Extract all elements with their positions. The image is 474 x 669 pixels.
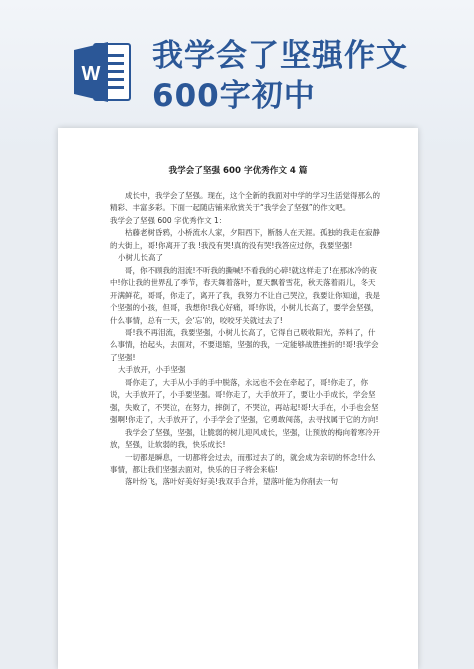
banner-title-line-1: 我学会了坚强作文: [152, 38, 408, 74]
paragraph: 成长中，我学会了坚强。现在，这个全新的我面对中学的学习生活觉得那么的精彩、丰富多彩。下面一起随店铺来欣赏关于“我学会了坚强”的作文吧。: [110, 191, 380, 213]
paragraph: 落叶纷飞，落叶好美好好美!我双手合并，望落叶能为你削去一句: [125, 477, 339, 487]
banner-title-line-2: 600字初中: [152, 78, 316, 114]
document-title: 我学会了坚强 600 字优秀作文 4 篇: [168, 166, 308, 176]
paragraph: 枯藤老树昏鸦，小桥流水人家，夕阳西下，断肠人在天涯。孤独的我走在寂静的大街上，哥!你离开了我 !我没有哭!真的没有哭!我答应过你，我要坚强!: [110, 228, 380, 250]
paragraph: 小树儿长高了: [118, 253, 163, 263]
paragraph: 哥，你不顾我的泪流!不听我的撕喊!不看我的心碎!就这样走了!在那冰冷的夜中!你让我的世界乱了季节，春天舞着落叶，夏天飘着雪花，秋天落着雨儿，冬天开满鲜花，哥哥，你走了，离开了我，我努力不让自己哭泣，我要让你知道，我是个坚强的小孩，但哥，我想你!我心好痛，哥!你说，小树儿长高了，要学会坚强，什么事情，总有一天，会‘忘’的，咬咬牙关就过去了!: [110, 265, 380, 325]
paragraph: 一切都是瞬息，一切都将会过去，而那过去了的，就会成为亲切的怀念!什么事情，都让我们坚强去面对，快乐的日子将会来临!: [110, 452, 376, 474]
paragraph: 哥!我不再泪流，我要坚强，小树儿长高了，它得自己吸收阳光，养料了，什么事情，抬起头，去面对，不要退缩，坚强的我，一定能够战胜挫折的!哥!我学会了坚强!: [110, 327, 379, 362]
word-document-icon: [74, 40, 132, 104]
paragraph: 大手放开，小手坚强: [118, 365, 186, 375]
document-body: [110, 190, 382, 489]
paragraph: 我学会了坚强，坚强，让脆弱的树儿迎风成长，坚强，让预放的梅向着寒冷开放，坚强，让软弱的我，快乐成长!: [110, 427, 380, 450]
paragraph: 哥你走了，大手从小手的手中脱落，永远也不会在牵起了，哥!你走了，你说，大手放开了，小手要坚强。哥!你走了，大手放开了，要让小手成长，学会坚强，失败了，不哭泣，在努力，摔倒了，不哭泣，再站起!哥!大手在，小手也会坚强啊!你走了，大手放开了，小手学会了坚强，它勇敢闯荡，去寻找属于它的方向!: [110, 377, 379, 425]
word-icon-letter: W: [81, 63, 101, 85]
document-page: [58, 128, 418, 669]
paragraph: 我学会了坚强 600 字优秀作文 1：: [110, 215, 227, 225]
